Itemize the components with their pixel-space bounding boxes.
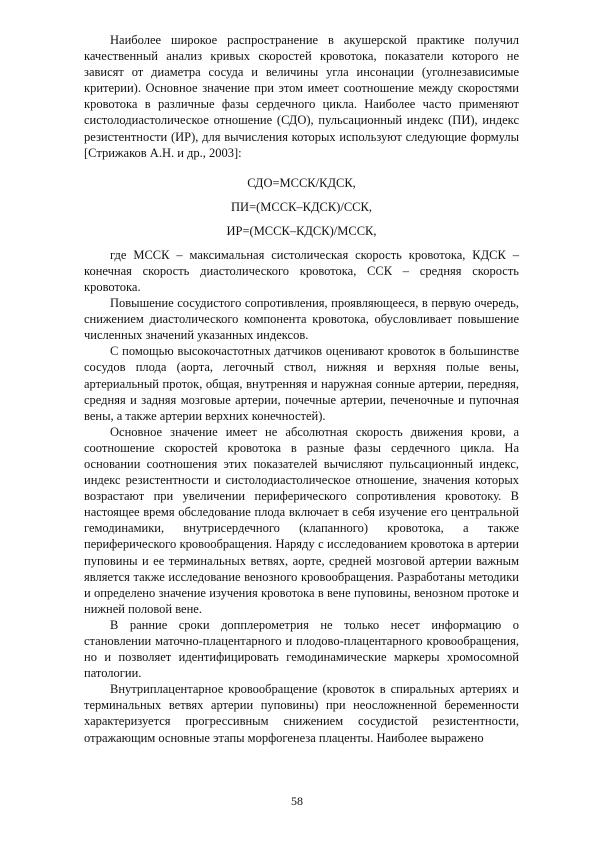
page-body — [84, 32, 519, 746]
paragraph-sensors: С помощью высокочастотных датчиков оценивают кровоток в большинстве сосудов плода (аорта, легочный ствол, нижняя и верхняя полые вены, артериальный проток, общая, внутренняя и наружная сонные артерии, передняя, средняя и задняя мозговые артерии, почечные артерии, печеночные и пупочная вены, а также артерии верхних конечностей). — [84, 344, 519, 423]
paragraph-early-terms: В ранние сроки допплерометрия не только несет информацию о становлении маточно-плацентарного и плодово-плацентарного кровообращения, но и позволяет идентифицировать гемодинамические маркеры хромосомной патологии. — [84, 617, 519, 681]
paragraph-intraplacental: Внутриплацентарное кровообращение (кровоток в спиральных артериях и терминальных ветвях артерии пуповины) при неосложненной беременности характеризуется прогрессивным снижением сосудистой резистентности, отражающим основные этапы морфогенеза плаценты. Наиболее выражено — [84, 682, 519, 745]
paragraph-resistance: Повышение сосудистого сопротивления, проявляющееся, в первую очередь, снижением диастолического компонента кровотока, обусловливает повышение численных значений указанных индексов. — [84, 296, 519, 343]
formula-sdo: СДО=МССК/КДСК, — [247, 175, 356, 190]
formula-block — [84, 175, 519, 239]
paragraph-intro: Наиболее широкое распространение в акушерской практике получил качественный анализ кривых скоростей кровотока, показатели которого не зависят от диаметра сосуда и величины угла инсонации (уголнезависимые критерии). Основное значение при этом имеет соотношение между скоростями кровотока в различные фазы сердечного цикла. Наиболее часто применяют систолодиастолическое отношение (СДО), пульсационный индекс (ПИ), индекс резистентности (ИР), для вычисления которых используют следующие формулы [Стрижаков А.Н. и др., 2003]: — [84, 33, 519, 160]
formula-ir: ИР=(МССК–КДСК)/МССК, — [226, 223, 377, 238]
paragraph-main-value: Основное значение имеет не абсолютная скорость движения крови, а соотношение скоростей кровотока в разные фазы сердечного цикла. На основании соотношения этих показателей вычисляют пульсационный индекс, индекс резистентности и систолодиастолическое отношение, значения которых возрастают при увеличении периферического сопротивления кровотоку. В настоящее время обследование плода включает в себя изучение его центральной гемодинамики, внутрисердечного (клапанного) кровотока, а также периферического кровообращения. Наряду с исследованием кровотока в артерии пуповины и ее терминальных ветвях, аорте, средней мозговой артерии важным является также исследование венозного кровообращения. Разработаны методики и определено значение изучения кровотока в вене пуповины, венозном протоке и нижней половой вене. — [84, 424, 519, 616]
page-number: 58 — [291, 794, 303, 808]
formula-pi: ПИ=(МССК–КДСК)/ССК, — [231, 199, 372, 214]
paragraph-definitions: где МССК – максимальная систолическая скорость кровотока, КДСК – конечная скорость диастолического кровотока, ССК – средняя скорость кровотока. — [84, 247, 519, 294]
